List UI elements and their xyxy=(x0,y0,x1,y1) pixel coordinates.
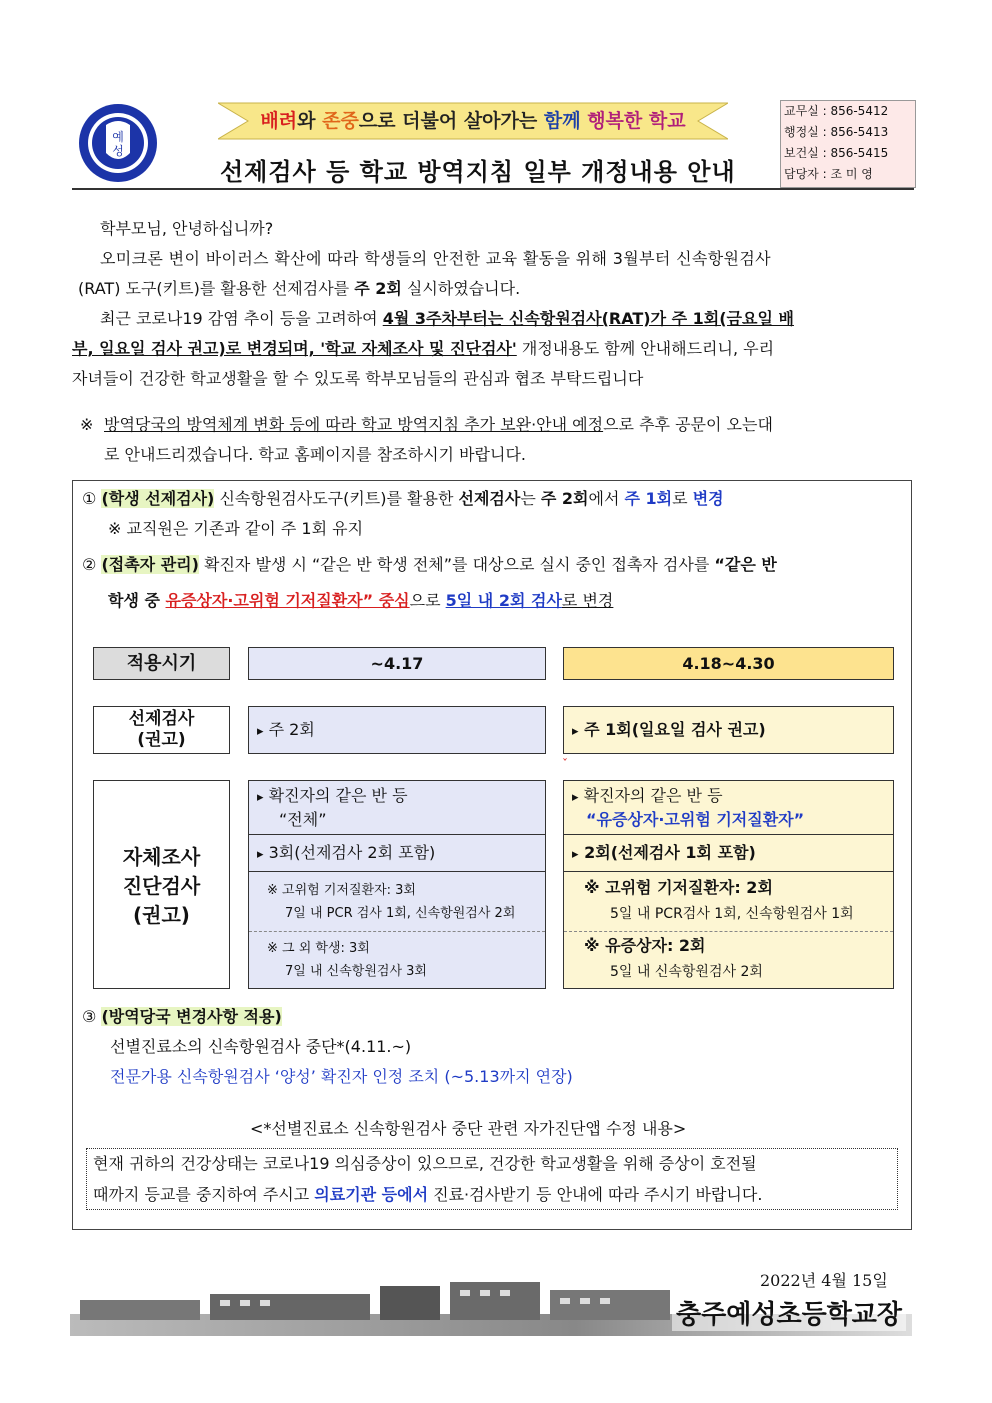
logo-char-2: 성 xyxy=(112,144,124,158)
table-header-period: 적용시기 xyxy=(93,647,230,680)
selfcheck-after: ▸ 확진자의 같은 반 등 “유증상자·고위험 기저질환자” ▸ 2회(선제검사 1회 포함) ※ 고위험 기저질환자: 2회 5일 내 PCR검사 1회, 신속항원검사 1회 ※ 유증상자: 2회 5일 내 신속항원검사 2회 xyxy=(563,780,894,989)
item-2-line-1: ② (접촉자 관리) 확진자 발생 시 “같은 반 학생 전체”를 대상으로 실시 중인 접촉자 검사를 “같은 반 xyxy=(82,555,777,574)
paragraph-2-line-3: 자녀들이 건강한 학교생활을 할 수 있도록 학부모님들의 관심과 협조 부탁드립니다 xyxy=(72,369,644,388)
notice-box xyxy=(86,1148,898,1210)
contact-line: 담당자 : 조 미 영 xyxy=(784,167,873,181)
header-divider xyxy=(72,188,914,190)
item-1: ① (학생 선제검사) 신속항원검사도구(키트)를 활용한 선제검사는 주 2회에서 주 1회로 변경 xyxy=(82,489,724,508)
contact-box xyxy=(780,100,916,188)
notice-line-2: 때까지 등교를 중지하여 주시고 의료기관 등에서 진료·검사받기 등 안내에 따라 주시기 바랍니다. xyxy=(93,1185,763,1204)
table-header-after: 4.18~4.30 xyxy=(563,647,894,680)
row-precheck-before: ▸ 주 2회 xyxy=(248,706,546,754)
paragraph-1-line-1: 오미크론 변이 바이러스 확산에 따라 학생들의 안전한 교육 활동을 위해 3월부터 신속항원검사 xyxy=(100,249,771,268)
note-line-1: 방역당국의 방역체계 변화 등에 따라 학교 방역지침 추가 보완·안내 예정으로 추후 공문이 오는대 xyxy=(104,415,773,434)
table-header-before: ~4.17 xyxy=(248,647,546,680)
note-mark: ※ xyxy=(80,415,94,434)
bullet-icon: ▸ xyxy=(572,724,579,739)
contact-line: 교무실 : 856-5412 xyxy=(784,104,889,118)
note-line-2: 로 안내드리겠습니다. 학교 홈페이지를 참조하시기 바랍니다. xyxy=(104,445,527,464)
paragraph-2-line-2: 부, 일요일 검사 권고)로 변경되며, '학교 자체조사 및 진단검사' 개정내용도 함께 안내해드리니, 우리 xyxy=(72,339,775,358)
contact-line: 행정실 : 856-5413 xyxy=(784,125,889,139)
item-1-sub: ※ 교직원은 기존과 같이 주 1회 유지 xyxy=(108,519,364,538)
item-3-line-1: 선별진료소의 신속항원검사 중단*(4.11.~) xyxy=(110,1037,412,1056)
principal-signature: 충주예성초등학교장 xyxy=(672,1294,906,1331)
paragraph-1-line-2: (RAT) 도구(키트)를 활용한 선제검사를 주 2회 실시하였습니다. xyxy=(78,279,521,298)
school-logo xyxy=(78,103,158,183)
notice-caption: <*선별진료소 신속항원검사 중단 관련 자가진단앱 수정 내용> xyxy=(250,1119,687,1138)
row-label-precheck: 선제검사 (권고) xyxy=(93,706,230,754)
row-label-selfcheck: 자체조사 진단검사 (권고) xyxy=(93,780,230,989)
item-2-line-2: 학생 중 유증상자·고위험 기저질환자” 중심으로 5일 내 2회 검사로 변경 xyxy=(108,591,614,610)
logo-char-1: 예 xyxy=(112,130,124,144)
issue-date: 2022년 4월 15일 xyxy=(760,1271,888,1290)
greeting: 학부모님, 안녕하십니까? xyxy=(100,219,274,238)
row-precheck-after: ▸ 주 1회(일요일 검사 권고) xyxy=(563,706,894,754)
item-3: ③ (방역당국 변경사항 적용) xyxy=(82,1007,282,1026)
page-title: 선제검사 등 학교 방역지침 일부 개정내용 안내 xyxy=(220,158,736,186)
paragraph-2-line-1: 최근 코로나19 감염 추이 등을 고려하여 4월 3주차부터는 신속항원검사(RAT)가 주 1회(금요일 배 xyxy=(100,309,794,328)
selfcheck-before: ▸ 확진자의 같은 반 등 “전체” ▸ 3회(선제검사 2회 포함) ※ 고위험 기저질환자: 3회 7일 내 PCR 검사 1회, 신속항원검사 2회 ※ 그 외 학생: 3회 7일 내 신속항원검사 3회 xyxy=(248,780,546,989)
check-mark-icon: ˇ xyxy=(562,757,568,771)
slogan-banner: 배려와 존중으로 더불어 살아가는 함께 행복한 학교 xyxy=(260,110,686,132)
item-3-line-2: 전문가용 신속항원검사 ‘양성’ 확진자 인정 조치 (~5.13까지 연장) xyxy=(110,1067,573,1086)
notice-line-1: 현재 귀하의 건강상태는 코로나19 의심증상이 있으므로, 건강한 학교생활을 위해 증상이 호전될 xyxy=(93,1154,757,1173)
bullet-icon: ▸ xyxy=(257,724,264,739)
contact-line: 보건실 : 856-5415 xyxy=(784,146,889,160)
